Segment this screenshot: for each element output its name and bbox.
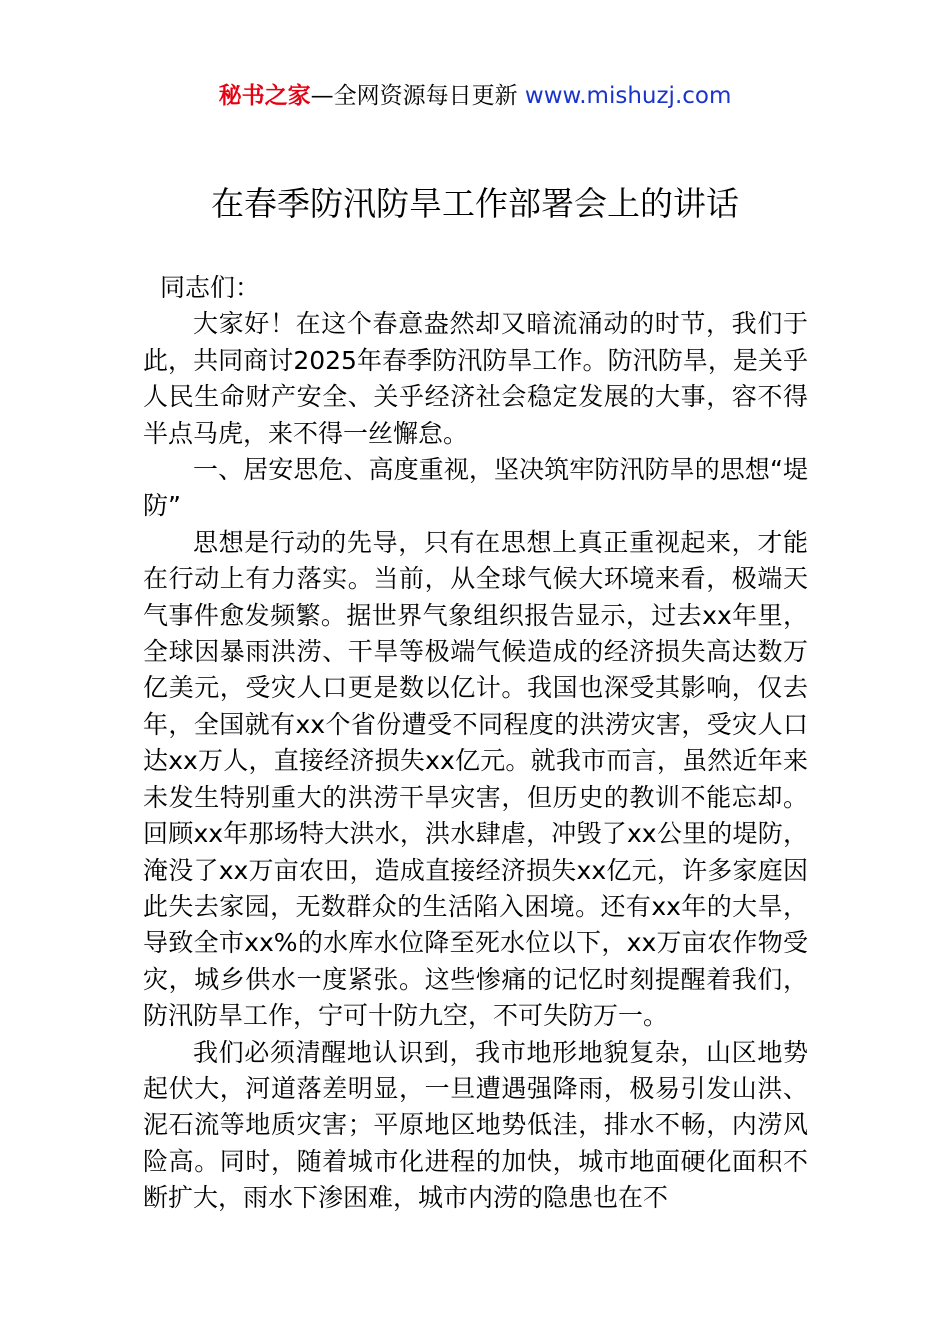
site-brand: 秘书之家 — [218, 83, 311, 109]
site-banner — [0, 80, 950, 112]
document-body — [143, 270, 808, 1217]
site-url-link[interactable]: www.mishuzj.com — [524, 83, 732, 109]
site-tagline: —全网资源每日更新 — [310, 83, 525, 109]
paragraph-body-1: 思想是行动的先导，只有在思想上真正重视起来，才能在行动上有力落实。当前，从全球气候大环境来看，极端天气事件愈发频繁。据世界气象组织报告显示，过去xx年里，全球因暴雨洪涝、干旱等极端气候造成的经济损失高达数万亿美元，受灾人口更是数以亿计。我国也深受其影响，仅去年，全国就有xx个省份遭受不同程度的洪涝灾害，受灾人口达xx万人，直接经济损失xx亿元。就我市而言，虽然近年来未发生特别重大的洪涝干旱灾害，但历史的教训不能忘却。回顾xx年那场特大洪水，洪水肆虐，冲毁了xx公里的堤防，淹没了xx万亩农田，造成直接经济损失xx亿元，许多家庭因此失去家园，无数群众的生活陷入困境。还有xx年的大旱，导致全市xx%的水库水位降至死水位以下，xx万亩农作物受灾，城乡供水一度紧张。这些惨痛的记忆时刻提醒着我们，防汛防旱工作，宁可十防九空，不可失防万一。 — [143, 527, 808, 1031]
section-heading-1: 一、居安思危、高度重视，坚决筑牢防汛防旱的思想“堤防” — [143, 455, 808, 521]
paragraph-body-2: 我们必须清醒地认识到，我市地形地貌复杂，山区地势起伏大，河道落差明显，一旦遭遇强降雨，极易引发山洪、泥石流等地质灾害；平原地区地势低洼，排水不畅，内涝风险高。同时，随着城市化进程的加快，城市地面硬化面积不断扩大，雨水下渗困难，城市内涝的隐患也在不 — [143, 1037, 808, 1213]
salutation: 同志们： — [160, 273, 261, 302]
document-title: 在春季防汛防旱工作部署会上的讲话 — [211, 184, 739, 223]
paragraph-intro: 大家好！在这个春意盎然却又暗流涌动的时节，我们于此，共同商讨2025年春季防汛防旱工作。防汛防旱，是关乎人民生命财产安全、关乎经济社会稳定发展的大事，容不得半点马虎，来不得一丝懈怠。 — [143, 309, 808, 448]
